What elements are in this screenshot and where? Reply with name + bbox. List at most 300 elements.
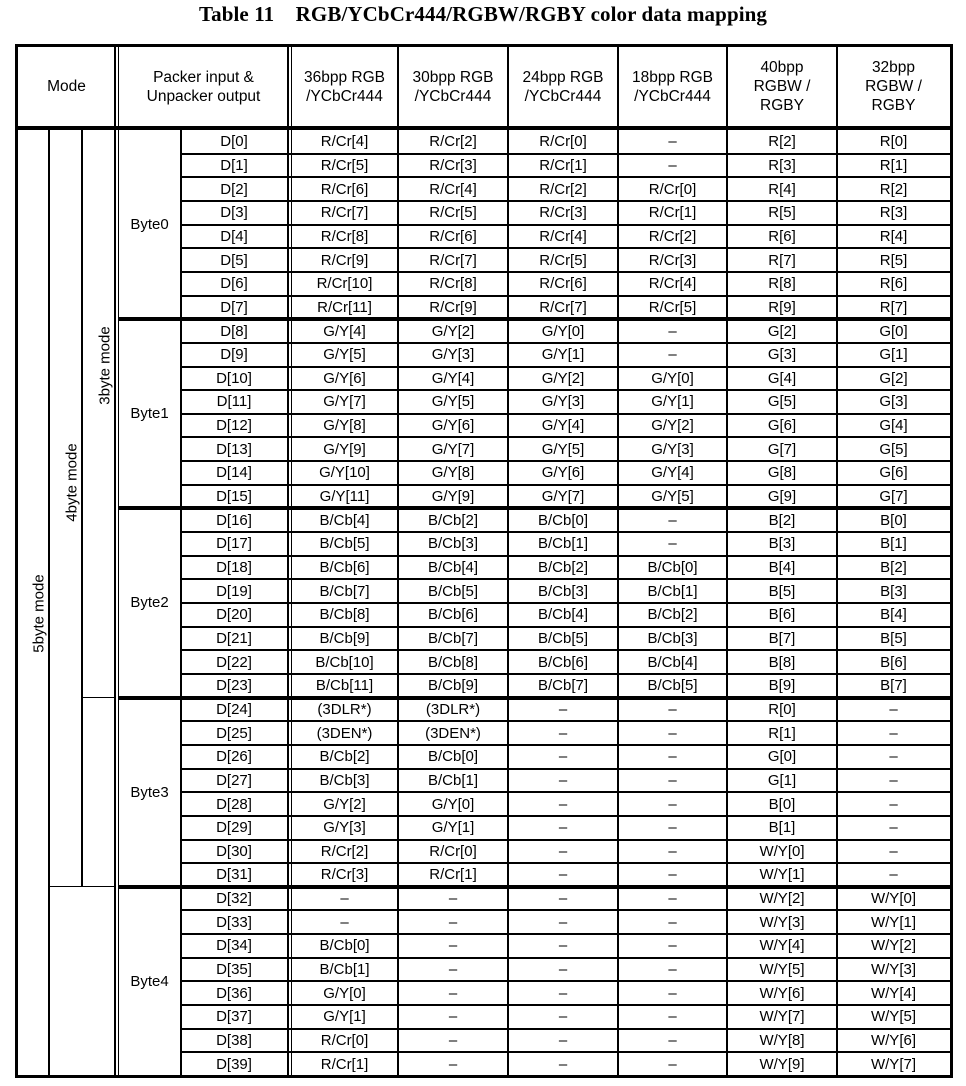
value-cell: G/Y[4] bbox=[651, 464, 694, 482]
grid-line bbox=[181, 862, 953, 864]
grid-line bbox=[181, 839, 953, 841]
value-cell: – bbox=[668, 1032, 677, 1049]
byte-label-3: Byte3 bbox=[130, 783, 169, 801]
value-cell: B[1] bbox=[880, 535, 907, 553]
value-cell: B/Cb[4] bbox=[537, 606, 589, 624]
bit-cell: D[21] bbox=[216, 629, 252, 647]
header-column-line: RGBW / bbox=[753, 78, 811, 95]
bit-cell: D[22] bbox=[216, 653, 252, 671]
header-column-line: RGBY bbox=[760, 97, 804, 114]
value-cell: G[5] bbox=[767, 393, 797, 411]
value-cell: R[6] bbox=[879, 275, 908, 293]
value-cell: – bbox=[340, 890, 349, 908]
value-cell: – bbox=[558, 890, 568, 908]
value-cell: – bbox=[668, 748, 677, 766]
bit-cell: D[4] bbox=[220, 227, 248, 245]
grid-line bbox=[118, 885, 953, 889]
value-cell: R/Cr[9] bbox=[320, 251, 369, 269]
value-cell: G[5] bbox=[879, 440, 908, 458]
value-cell: R[3] bbox=[879, 204, 908, 222]
value-cell: – bbox=[668, 795, 677, 813]
value-cell: B/Cb[11] bbox=[315, 677, 374, 695]
grid-line bbox=[181, 555, 953, 557]
bit-cell: D[26] bbox=[216, 748, 252, 766]
value-cell: G/Y[1] bbox=[651, 393, 694, 411]
value-cell: – bbox=[889, 866, 898, 884]
header-column-line: /YCbCr444 bbox=[306, 87, 383, 105]
value-cell: B[5] bbox=[880, 629, 907, 647]
grid-line bbox=[181, 815, 953, 817]
grid-line bbox=[181, 1004, 953, 1006]
value-cell: R/Cr[9] bbox=[429, 298, 477, 316]
value-cell: – bbox=[558, 819, 568, 837]
header-column-3 bbox=[508, 47, 618, 126]
bit-cell: D[12] bbox=[216, 417, 252, 435]
value-cell: G/Y[1] bbox=[431, 819, 475, 837]
value-cell: W/Y[4] bbox=[759, 937, 805, 955]
header-column-line: /YCbCr444 bbox=[524, 87, 602, 105]
bit-cell: D[5] bbox=[220, 251, 248, 269]
value-cell: R/Cr[7] bbox=[429, 251, 477, 269]
value-cell: B/Cb[1] bbox=[647, 582, 698, 600]
value-cell: G/Y[5] bbox=[431, 393, 475, 411]
value-cell: G/Y[2] bbox=[541, 369, 585, 387]
value-cell: – bbox=[558, 913, 568, 931]
value-cell: G/Y[5] bbox=[323, 346, 366, 364]
value-cell: (3DEN*) bbox=[316, 724, 373, 742]
value-cell: R[1] bbox=[768, 724, 796, 742]
value-cell: B/Cb[7] bbox=[537, 677, 589, 695]
value-cell: B/Cb[2] bbox=[647, 606, 698, 624]
value-cell: W/Y[9] bbox=[759, 1055, 805, 1073]
grid-line bbox=[181, 295, 953, 297]
value-cell: R/Cr[10] bbox=[316, 275, 373, 293]
value-cell: G/Y[1] bbox=[541, 346, 585, 364]
value-cell: B/Cb[10] bbox=[315, 653, 374, 671]
bit-cell: D[8] bbox=[220, 322, 248, 340]
grid-line bbox=[181, 933, 953, 935]
grid-line bbox=[181, 247, 953, 249]
grid-line bbox=[617, 44, 619, 1076]
grid-line bbox=[181, 602, 953, 604]
value-cell: – bbox=[889, 748, 898, 766]
value-cell: – bbox=[558, 1008, 568, 1026]
header-packer bbox=[119, 47, 288, 126]
value-cell: B/Cb[0] bbox=[537, 511, 589, 529]
value-cell: R/Cr[6] bbox=[429, 227, 477, 245]
value-cell: G/Y[2] bbox=[431, 322, 475, 340]
color-data-mapping-table bbox=[15, 44, 953, 1078]
value-cell: W/Y[0] bbox=[759, 842, 805, 860]
grid-line bbox=[81, 697, 115, 699]
bit-cell: D[25] bbox=[216, 724, 252, 742]
value-cell: W/Y[3] bbox=[870, 961, 916, 979]
bit-cell: D[15] bbox=[216, 488, 252, 506]
header-column-line: 30bpp RGB bbox=[412, 68, 494, 86]
value-cell: G/Y[4] bbox=[541, 417, 585, 435]
value-cell: B/Cb[2] bbox=[319, 748, 370, 766]
value-cell: W/Y[2] bbox=[759, 890, 805, 908]
value-cell: – bbox=[668, 842, 677, 860]
value-cell: B[1] bbox=[768, 819, 796, 837]
value-cell: G/Y[4] bbox=[323, 322, 366, 340]
grid-line bbox=[48, 130, 50, 1076]
value-cell: G/Y[6] bbox=[541, 464, 585, 482]
grid-line bbox=[181, 909, 953, 911]
value-cell: R/Cr[2] bbox=[320, 842, 369, 860]
grid-line bbox=[397, 44, 399, 1076]
value-cell: G/Y[6] bbox=[431, 417, 475, 435]
value-cell: G[6] bbox=[879, 464, 908, 482]
value-cell: – bbox=[558, 937, 568, 955]
value-cell: – bbox=[668, 771, 677, 789]
grid-line bbox=[181, 460, 953, 462]
value-cell: – bbox=[558, 842, 568, 860]
value-cell: G/Y[8] bbox=[431, 464, 475, 482]
value-cell: W/Y[3] bbox=[759, 913, 805, 931]
grid-line bbox=[181, 153, 953, 155]
header-column-2 bbox=[398, 47, 508, 126]
value-cell: – bbox=[889, 819, 898, 837]
grid-line bbox=[181, 1028, 953, 1030]
bit-cell: D[11] bbox=[216, 393, 252, 411]
value-cell: G/Y[8] bbox=[323, 417, 366, 435]
value-cell: R/Cr[1] bbox=[320, 1055, 369, 1073]
value-cell: – bbox=[558, 1055, 568, 1073]
value-cell: – bbox=[558, 748, 568, 766]
bit-cell: D[0] bbox=[220, 133, 248, 151]
value-cell: B/Cb[0] bbox=[319, 937, 370, 955]
value-cell: B[6] bbox=[768, 606, 796, 624]
value-cell: B/Cb[5] bbox=[319, 535, 370, 553]
grid-line bbox=[291, 44, 293, 1076]
header-column-line: 36bpp RGB bbox=[304, 68, 385, 86]
value-cell: R/Cr[2] bbox=[648, 227, 697, 245]
bit-cell: D[27] bbox=[216, 771, 252, 789]
value-cell: – bbox=[668, 890, 677, 908]
value-cell: – bbox=[448, 961, 458, 979]
value-cell: R/Cr[1] bbox=[539, 156, 587, 174]
value-cell: – bbox=[558, 1032, 568, 1049]
value-cell: G/Y[3] bbox=[431, 346, 475, 364]
bit-cell: D[10] bbox=[216, 369, 252, 387]
value-cell: R[5] bbox=[768, 204, 796, 222]
value-cell: G[4] bbox=[767, 369, 797, 387]
bit-cell: D[30] bbox=[216, 842, 252, 860]
value-cell: B[0] bbox=[880, 511, 907, 529]
value-cell: – bbox=[668, 913, 677, 931]
value-cell: – bbox=[668, 322, 677, 340]
value-cell: B/Cb[8] bbox=[319, 606, 370, 624]
value-cell: – bbox=[668, 346, 677, 364]
header-packer-line2: Unpacker output bbox=[146, 87, 261, 105]
bit-cell: D[6] bbox=[220, 275, 248, 293]
value-cell: R/Cr[4] bbox=[429, 180, 477, 198]
grid-line bbox=[181, 578, 953, 580]
value-cell: B/Cb[8] bbox=[427, 653, 479, 671]
grid-line bbox=[48, 886, 115, 888]
value-cell: G[7] bbox=[879, 488, 908, 506]
value-cell: B/Cb[0] bbox=[647, 559, 698, 576]
value-cell: W/Y[7] bbox=[759, 1008, 805, 1026]
value-cell: R[7] bbox=[768, 251, 796, 269]
value-cell: – bbox=[668, 511, 677, 529]
mode-label-4byte: 4byte mode bbox=[63, 443, 81, 522]
grid-line bbox=[181, 531, 953, 533]
value-cell: W/Y[5] bbox=[759, 961, 805, 979]
value-cell: G/Y[3] bbox=[323, 819, 366, 837]
value-cell: B[3] bbox=[768, 535, 796, 553]
value-cell: B[3] bbox=[880, 582, 907, 600]
value-cell: R/Cr[3] bbox=[320, 866, 369, 884]
value-cell: G/Y[0] bbox=[431, 795, 475, 813]
grid-line bbox=[836, 44, 838, 1076]
value-cell: R/Cr[5] bbox=[539, 251, 587, 269]
value-cell: – bbox=[668, 700, 677, 718]
value-cell: R[1] bbox=[879, 156, 908, 174]
value-cell: – bbox=[448, 913, 458, 931]
value-cell: R[2] bbox=[768, 133, 796, 151]
value-cell: B/Cb[3] bbox=[537, 582, 589, 600]
grid-line bbox=[181, 791, 953, 793]
header-column-6 bbox=[837, 47, 950, 126]
value-cell: G/Y[11] bbox=[319, 488, 370, 506]
value-cell: G/Y[5] bbox=[541, 440, 585, 458]
bit-cell: D[20] bbox=[216, 606, 252, 624]
value-cell: – bbox=[668, 1055, 677, 1073]
value-cell: – bbox=[558, 961, 568, 979]
grid-line bbox=[181, 720, 953, 722]
value-cell: G/Y[4] bbox=[431, 369, 475, 387]
header-column-line: 18bpp RGB bbox=[632, 68, 713, 86]
value-cell: R/Cr[0] bbox=[320, 1032, 369, 1049]
bit-cell: D[33] bbox=[216, 913, 252, 931]
value-cell: – bbox=[889, 724, 898, 742]
header-column-line: /YCbCr444 bbox=[414, 87, 492, 105]
byte-label-4: Byte4 bbox=[130, 972, 169, 990]
grid-line bbox=[181, 436, 953, 438]
value-cell: R[2] bbox=[879, 180, 908, 198]
value-cell: B/Cb[6] bbox=[537, 653, 589, 671]
value-cell: (3DEN*) bbox=[425, 724, 481, 742]
bit-cell: D[37] bbox=[216, 1008, 252, 1026]
value-cell: R/Cr[8] bbox=[429, 275, 477, 293]
value-cell: – bbox=[668, 819, 677, 837]
value-cell: – bbox=[448, 890, 458, 908]
value-cell: – bbox=[558, 984, 568, 1002]
grid-line bbox=[15, 126, 953, 130]
value-cell: G/Y[5] bbox=[651, 488, 694, 506]
value-cell: G/Y[0] bbox=[651, 369, 694, 387]
value-cell: – bbox=[558, 700, 568, 718]
value-cell: R/Cr[4] bbox=[320, 133, 369, 151]
grid-line bbox=[181, 1051, 953, 1053]
bit-cell: D[13] bbox=[216, 440, 252, 458]
value-cell: B[2] bbox=[880, 559, 907, 576]
value-cell: G[0] bbox=[879, 322, 908, 340]
value-cell: G/Y[10] bbox=[319, 464, 370, 482]
value-cell: – bbox=[448, 1032, 458, 1049]
value-cell: – bbox=[889, 842, 898, 860]
bit-cell: D[14] bbox=[216, 464, 252, 482]
value-cell: R/Cr[8] bbox=[320, 227, 369, 245]
value-cell: G/Y[3] bbox=[541, 393, 585, 411]
grid-line bbox=[287, 44, 289, 1076]
byte-label-2: Byte2 bbox=[130, 594, 169, 612]
value-cell: W/Y[0] bbox=[870, 890, 916, 908]
value-cell: – bbox=[889, 771, 898, 789]
value-cell: R/Cr[5] bbox=[648, 298, 697, 316]
bit-cell: D[31] bbox=[216, 866, 252, 884]
value-cell: R/Cr[0] bbox=[648, 180, 697, 198]
bit-cell: D[9] bbox=[220, 346, 248, 364]
value-cell: G/Y[9] bbox=[431, 488, 475, 506]
bit-cell: D[3] bbox=[220, 204, 248, 222]
value-cell: G/Y[6] bbox=[323, 369, 366, 387]
bit-cell: D[7] bbox=[220, 298, 248, 316]
value-cell: R[3] bbox=[768, 156, 796, 174]
value-cell: R[5] bbox=[879, 251, 908, 269]
value-cell: R[7] bbox=[879, 298, 908, 316]
value-cell: – bbox=[558, 866, 568, 884]
value-cell: (3DLR*) bbox=[425, 700, 481, 718]
value-cell: B/Cb[5] bbox=[427, 582, 479, 600]
value-cell: B[4] bbox=[880, 606, 907, 624]
grid-line bbox=[114, 44, 116, 1076]
value-cell: G[1] bbox=[767, 771, 797, 789]
value-cell: – bbox=[668, 156, 677, 174]
value-cell: B/Cb[3] bbox=[319, 771, 370, 789]
value-cell: G/Y[1] bbox=[323, 1008, 366, 1026]
value-cell: R/Cr[11] bbox=[317, 298, 372, 316]
value-cell: – bbox=[668, 535, 677, 553]
bit-cell: D[23] bbox=[216, 677, 252, 695]
value-cell: R/Cr[3] bbox=[648, 251, 697, 269]
grid-line bbox=[81, 130, 83, 887]
value-cell: R/Cr[3] bbox=[539, 204, 587, 222]
grid-line bbox=[181, 176, 953, 178]
grid-line bbox=[181, 980, 953, 982]
bit-cell: D[35] bbox=[216, 961, 252, 979]
value-cell: R[9] bbox=[768, 298, 796, 316]
grid-line bbox=[181, 768, 953, 770]
value-cell: R/Cr[5] bbox=[429, 204, 477, 222]
value-cell: B/Cb[4] bbox=[647, 653, 698, 671]
byte-label-1: Byte1 bbox=[130, 405, 169, 423]
bit-cell: D[36] bbox=[216, 984, 252, 1002]
value-cell: – bbox=[558, 771, 568, 789]
grid-line bbox=[181, 744, 953, 746]
grid-line bbox=[181, 649, 953, 651]
grid-line bbox=[118, 506, 953, 510]
value-cell: R/Cr[6] bbox=[320, 180, 369, 198]
value-cell: B/Cb[3] bbox=[427, 535, 479, 553]
value-cell: R/Cr[7] bbox=[320, 204, 369, 222]
value-cell: R/Cr[6] bbox=[539, 275, 587, 293]
value-cell: R/Cr[4] bbox=[539, 227, 587, 245]
grid-line bbox=[118, 317, 953, 321]
grid-line bbox=[181, 342, 953, 344]
value-cell: R/Cr[4] bbox=[648, 275, 697, 293]
value-cell: W/Y[6] bbox=[759, 984, 805, 1002]
header-column-4 bbox=[618, 47, 727, 126]
grid-line bbox=[726, 44, 728, 1076]
value-cell: – bbox=[668, 984, 677, 1002]
value-cell: G/Y[7] bbox=[431, 440, 475, 458]
value-cell: B/Cb[6] bbox=[319, 559, 370, 576]
value-cell: W/Y[5] bbox=[870, 1008, 916, 1026]
grid-line bbox=[181, 413, 953, 415]
value-cell: W/Y[2] bbox=[870, 937, 916, 955]
value-cell: B/Cb[5] bbox=[647, 677, 698, 695]
value-cell: G[1] bbox=[879, 346, 908, 364]
grid-line bbox=[181, 484, 953, 486]
value-cell: B/Cb[0] bbox=[427, 748, 479, 766]
grid-line bbox=[118, 696, 953, 700]
bit-cell: D[28] bbox=[216, 795, 252, 813]
value-cell: G[3] bbox=[767, 346, 797, 364]
value-cell: B/Cb[5] bbox=[537, 629, 589, 647]
value-cell: R/Cr[1] bbox=[648, 204, 697, 222]
value-cell: G[8] bbox=[767, 464, 797, 482]
mode-label-5byte: 5byte mode bbox=[30, 574, 48, 653]
value-cell: B/Cb[7] bbox=[427, 629, 479, 647]
mode-label-3byte: 3byte mode bbox=[96, 326, 114, 405]
value-cell: G[0] bbox=[767, 748, 797, 766]
value-cell: R[4] bbox=[879, 227, 908, 245]
grid-line bbox=[181, 366, 953, 368]
value-cell: – bbox=[889, 795, 898, 813]
value-cell: R[8] bbox=[768, 275, 796, 293]
value-cell: B[9] bbox=[768, 677, 796, 695]
value-cell: W/Y[4] bbox=[870, 984, 916, 1002]
header-column-1 bbox=[291, 47, 398, 126]
value-cell: – bbox=[448, 1055, 458, 1073]
grid-line bbox=[181, 224, 953, 226]
value-cell: B/Cb[2] bbox=[537, 559, 589, 576]
value-cell: – bbox=[668, 961, 677, 979]
value-cell: W/Y[7] bbox=[870, 1055, 916, 1073]
value-cell: R[4] bbox=[768, 180, 796, 198]
header-column-5 bbox=[727, 47, 837, 126]
header-mode bbox=[18, 47, 115, 126]
value-cell: R[0] bbox=[768, 700, 796, 718]
bit-cell: D[29] bbox=[216, 819, 252, 837]
value-cell: – bbox=[340, 913, 349, 931]
value-cell: B/Cb[1] bbox=[427, 771, 479, 789]
grid-line bbox=[181, 200, 953, 202]
grid-line bbox=[181, 957, 953, 959]
header-column-line: 32bpp bbox=[871, 59, 916, 76]
bit-cell: D[18] bbox=[216, 559, 252, 576]
value-cell: R[6] bbox=[768, 227, 796, 245]
value-cell: B/Cb[4] bbox=[427, 559, 479, 576]
value-cell: B/Cb[4] bbox=[319, 511, 370, 529]
value-cell: – bbox=[668, 937, 677, 955]
value-cell: G[9] bbox=[767, 488, 797, 506]
value-cell: B/Cb[1] bbox=[319, 961, 370, 979]
value-cell: R/Cr[2] bbox=[429, 133, 477, 151]
value-cell: G[7] bbox=[767, 440, 797, 458]
bit-cell: D[38] bbox=[216, 1032, 252, 1049]
grid-line bbox=[181, 271, 953, 273]
value-cell: B/Cb[6] bbox=[427, 606, 479, 624]
value-cell: G/Y[3] bbox=[651, 440, 694, 458]
value-cell: R/Cr[3] bbox=[429, 156, 477, 174]
header-packer-line1: Packer input & bbox=[153, 68, 254, 86]
value-cell: G[4] bbox=[879, 417, 908, 435]
value-cell: B[5] bbox=[768, 582, 796, 600]
